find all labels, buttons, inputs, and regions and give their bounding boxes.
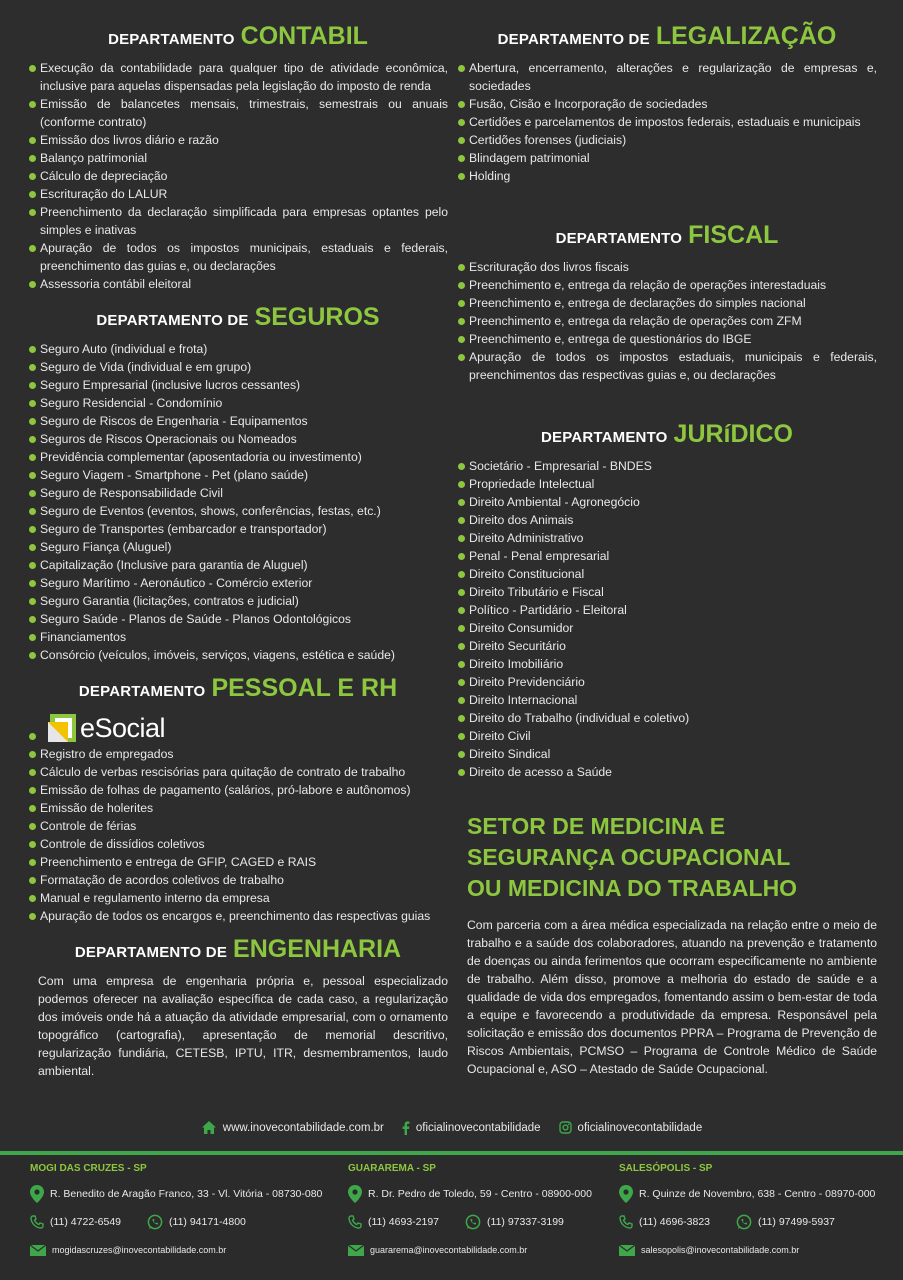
- list-item: Manual e regulamento interno da empresa: [28, 889, 448, 907]
- phone-icon: [619, 1215, 633, 1229]
- whatsapp-icon: [147, 1214, 163, 1230]
- fiscal-list: [457, 258, 877, 384]
- office-address: [30, 1185, 322, 1203]
- list-item: Seguro de Transportes (embarcador e transportador): [28, 520, 448, 538]
- list-item: Apuração de todos os impostos estaduais, municipais e federais, preenchimentos das respectivas guias e, ou declarações: [457, 348, 877, 384]
- juridico-heading-title: JURíDICO: [673, 420, 794, 448]
- medicina-section: [457, 811, 877, 1078]
- whatsapp-icon: [465, 1214, 481, 1230]
- list-item: Seguro Saúde - Planos de Saúde - Planos Odontológicos: [28, 610, 448, 628]
- office-city: GUARAREMA - SP: [348, 1163, 436, 1174]
- website-link[interactable]: [201, 1120, 384, 1135]
- seguros-heading-prefix: DEPARTAMENTO DE: [96, 312, 249, 329]
- list-item: Direito Imobiliário: [457, 655, 877, 673]
- esocial-icon: [46, 712, 78, 744]
- office-phones: [619, 1213, 875, 1231]
- pessoal-section: [28, 676, 448, 925]
- instagram-link[interactable]: [559, 1121, 703, 1134]
- map-pin-icon: [30, 1185, 44, 1203]
- list-item: Preenchimento e, entrega de declarações do simples nacional: [457, 294, 877, 312]
- phone-text: (11) 4693-2197: [368, 1216, 440, 1228]
- esocial-logo-row: [28, 711, 448, 745]
- list-item: Preenchimento e entrega de GFIP, CAGED e RAIS: [28, 853, 448, 871]
- office-salesopolis: [619, 1163, 875, 1269]
- medicina-title: [467, 811, 877, 904]
- address-text: R. Quinze de Novembro, 638 - Centro - 08970-000: [639, 1188, 876, 1200]
- list-item: Direito de acesso a Saúde: [457, 763, 877, 781]
- juridico-heading: [457, 422, 877, 447]
- office-phones: [30, 1213, 322, 1231]
- list-item: Preenchimento da declaração simplificada para empresas optantes pelo simples e inativas: [28, 203, 448, 239]
- pessoal-list: [28, 745, 448, 925]
- office-phones: [348, 1213, 592, 1231]
- fiscal-section: [457, 223, 877, 384]
- contabil-heading: [28, 24, 448, 49]
- list-item: Controle de dissídios coletivos: [28, 835, 448, 853]
- list-item: Seguro de Eventos (eventos, shows, conferências, festas, etc.): [28, 502, 448, 520]
- website-text: www.inovecontabilidade.com.br: [222, 1121, 384, 1134]
- list-item: Preenchimento e, entrega da relação de operações com ZFM: [457, 312, 877, 330]
- list-item: Seguro de Riscos de Engenharia - Equipamentos: [28, 412, 448, 430]
- list-item: Previdência complementar (aposentadoria ou investimento): [28, 448, 448, 466]
- list-item: Seguros de Riscos Operacionais ou Nomeados: [28, 430, 448, 448]
- legalizacao-heading-prefix: DEPARTAMENTO DE: [497, 31, 650, 48]
- list-item: Propriedade Intelectual: [457, 475, 877, 493]
- seguros-heading: [28, 305, 448, 330]
- phone-icon: [30, 1215, 44, 1229]
- list-item: Político - Partidário - Eleitoral: [457, 601, 877, 619]
- list-item: Seguro Empresarial (inclusive lucros cessantes): [28, 376, 448, 394]
- email-icon: [619, 1245, 635, 1256]
- list-item: Direito Constitucional: [457, 565, 877, 583]
- list-item: Apuração de todos os encargos e, preenchimento das respectivas guias: [28, 907, 448, 925]
- whatsapp-text: (11) 97499-5937: [758, 1216, 835, 1228]
- list-item: Cálculo de depreciação: [28, 167, 448, 185]
- list-item: Blindagem patrimonial: [457, 149, 877, 167]
- office-address: [348, 1185, 592, 1203]
- list-item: Escrituração dos livros fiscais: [457, 258, 877, 276]
- list-item: Fusão, Cisão e Incorporação de sociedades: [457, 95, 877, 113]
- list-item: Preenchimento e, entrega de questionários do IBGE: [457, 330, 877, 348]
- list-item: Direito Consumidor: [457, 619, 877, 637]
- office-guararema: [348, 1163, 592, 1269]
- facebook-text: oficialinovecontabilidade: [415, 1121, 541, 1134]
- contabil-heading-title: CONTABIL: [240, 22, 368, 50]
- list-item: Apuração de todos os impostos municipais, estaduais e federais, preenchimento das guias e, ou declarações: [28, 239, 448, 275]
- address-text: R. Benedito de Aragão Franco, 33 - Vl. Vitória - 08730-080: [50, 1188, 323, 1200]
- list-item: Direito Ambiental - Agronegócio: [457, 493, 877, 511]
- email-text: mogidascruzes@inovecontabilidade.com.br: [52, 1245, 227, 1255]
- list-item: Direito dos Animais: [457, 511, 877, 529]
- list-item: Certidões forenses (judiciais): [457, 131, 877, 149]
- fiscal-heading: [457, 223, 877, 248]
- list-item: Seguro de Vida (individual e em grupo): [28, 358, 448, 376]
- map-pin-icon: [348, 1185, 362, 1203]
- office-email: [348, 1241, 592, 1259]
- office-mogi: [30, 1163, 322, 1269]
- juridico-heading-prefix: DEPARTAMENTO: [540, 429, 668, 446]
- juridico-section: [457, 422, 877, 781]
- seguros-list: [28, 340, 448, 664]
- map-pin-icon: [619, 1185, 633, 1203]
- list-item: Financiamentos: [28, 628, 448, 646]
- legalizacao-heading-title: LEGALIZAÇÃO: [655, 22, 837, 50]
- list-item: Seguro de Responsabilidade Civil: [28, 484, 448, 502]
- engenharia-heading-prefix: DEPARTAMENTO DE: [74, 944, 228, 961]
- whatsapp-text: (11) 97337-3199: [487, 1216, 564, 1228]
- esocial-label: eSocial: [80, 712, 166, 743]
- engenharia-heading: [28, 937, 448, 962]
- email-icon: [348, 1245, 364, 1256]
- list-item: Assessoria contábil eleitoral: [28, 275, 448, 293]
- list-item: Direito Sindical: [457, 745, 877, 763]
- office-address: [619, 1185, 875, 1203]
- pessoal-heading-prefix: DEPARTAMENTO: [78, 683, 206, 700]
- facebook-link[interactable]: [402, 1121, 541, 1135]
- whatsapp-text: (11) 94171-4800: [169, 1216, 246, 1228]
- office-email: [30, 1241, 322, 1259]
- list-item: Seguro Viagem - Smartphone - Pet (plano saúde): [28, 466, 448, 484]
- list-item: Seguro Garantia (licitações, contratos e judicial): [28, 592, 448, 610]
- list-item: Direito Previdenciário: [457, 673, 877, 691]
- office-email: [619, 1241, 875, 1259]
- juridico-list: [457, 457, 877, 781]
- list-item: Seguro Residencial - Condomínio: [28, 394, 448, 412]
- list-item: Formatação de acordos coletivos de trabalho: [28, 871, 448, 889]
- facebook-icon: [402, 1121, 410, 1135]
- list-item: Direito Securitário: [457, 637, 877, 655]
- list-item: Controle de férias: [28, 817, 448, 835]
- legalizacao-list: [457, 59, 877, 185]
- list-item: Emissão dos livros diário e razão: [28, 131, 448, 149]
- phone-text: (11) 4696-3823: [639, 1216, 711, 1228]
- fiscal-heading-prefix: DEPARTAMENTO: [555, 230, 683, 247]
- phone-text: (11) 4722-6549: [50, 1216, 122, 1228]
- list-item: Direito Administrativo: [457, 529, 877, 547]
- esocial-logo: [46, 712, 165, 744]
- list-item: Societário - Empresarial - BNDES: [457, 457, 877, 475]
- social-bar: [0, 1120, 903, 1135]
- legalizacao-heading: [457, 24, 877, 49]
- list-item: Direito Tributário e Fiscal: [457, 583, 877, 601]
- engenharia-section: [28, 937, 448, 1080]
- office-city: SALESÓPOLIS - SP: [619, 1163, 713, 1174]
- list-item: Emissão de holerites: [28, 799, 448, 817]
- whatsapp-icon: [736, 1214, 752, 1230]
- list-item: Direito do Trabalho (individual e coletivo): [457, 709, 877, 727]
- list-item: Execução da contabilidade para qualquer tipo de atividade econômica, inclusive para aquelas dispensadas pela legislação do imposto de renda: [28, 59, 448, 95]
- footer: [0, 1155, 903, 1280]
- list-item: Abertura, encerramento, alterações e regularização de empresas e, sociedades: [457, 59, 877, 95]
- list-item: Holding: [457, 167, 877, 185]
- list-item: Preenchimento e, entrega da relação de operações interestaduais: [457, 276, 877, 294]
- email-text: guararema@inovecontabilidade.com.br: [370, 1245, 528, 1255]
- list-item: Penal - Penal empresarial: [457, 547, 877, 565]
- list-item: Capitalização (Inclusive para garantia de Aluguel): [28, 556, 448, 574]
- medicina-text: Com parceria com a área médica especializada na relação entre o meio de trabalho e a saúde dos colaboradores, atuando na prevenção e tratamento de doenças ou ainda ferimentos que ocorram especificamente no ambiente de trabalho. Além disso, promove a melhoria do estado de saúde e a qualidade de vida dos empregados, fomentando assim o bem-estar de toda a equipe e favorecendo a produtividade da empresa. Responsável pela solicitação e emissão dos documentos PPRA – Programa de Prevenção de Riscos Ambientais, PCMSO – Programa de Controle Médico de Saúde Ocupacional e, ASO – Atestado de Saúde Ocupacional.: [467, 918, 877, 1076]
- pessoal-heading: [28, 676, 448, 701]
- medicina-title-line: OU MEDICINA DO TRABALHO: [467, 875, 798, 901]
- medicina-title-line: SETOR DE MEDICINA E: [467, 813, 726, 839]
- contabil-heading-prefix: DEPARTAMENTO: [108, 31, 235, 48]
- engenharia-heading-title: ENGENHARIA: [233, 935, 402, 963]
- medicina-title-line: SEGURANÇA OCUPACIONAL: [467, 844, 791, 870]
- list-item: Cálculo de verbas rescisórias para quitação de contrato de trabalho: [28, 763, 448, 781]
- home-icon: [201, 1120, 217, 1135]
- list-item: Seguro Marítimo - Aeronáutico - Comércio exterior: [28, 574, 448, 592]
- contabil-section: [28, 24, 448, 293]
- contabil-list: [28, 59, 448, 293]
- seguros-heading-title: SEGUROS: [254, 303, 380, 331]
- list-item: Direito Civil: [457, 727, 877, 745]
- list-item: Balanço patrimonial: [28, 149, 448, 167]
- address-text: R. Dr. Pedro de Toledo, 59 - Centro - 08900-000: [368, 1188, 592, 1200]
- phone-icon: [348, 1215, 362, 1229]
- office-city: MOGI DAS CRUZES - SP: [30, 1163, 147, 1174]
- list-item: Escrituração do LALUR: [28, 185, 448, 203]
- legalizacao-section: [457, 24, 877, 185]
- list-item: Certidões e parcelamentos de impostos federais, estaduais e municipais: [457, 113, 877, 131]
- list-item: Emissão de folhas de pagamento (salários, pró-labore e autônomos): [28, 781, 448, 799]
- list-item: Consórcio (veículos, imóveis, serviços, viagens, estética e saúde): [28, 646, 448, 664]
- right-column: [457, 24, 877, 1090]
- instagram-text: oficialinovecontabilidade: [577, 1121, 703, 1134]
- engenharia-text: Com uma empresa de engenharia própria e, pessoal especializado podemos oferecer na avaliação específica de cada caso, a regularização dos imóveis onde há a atuação da atividade empresarial, com o ornamento topográfico (cartografia), apresentação de memorial descritivo, regularização fundiária, CETESB, IPTU, ITR, desmembramentos, laudo ambiental.: [38, 974, 448, 1078]
- left-column: [28, 24, 448, 1092]
- pessoal-heading-title: PESSOAL E RH: [211, 674, 398, 702]
- list-item: Emissão de balancetes mensais, trimestrais, semestrais ou anuais (conforme contrato): [28, 95, 448, 131]
- email-text: salesopolis@inovecontabilidade.com.br: [641, 1245, 800, 1255]
- list-item: Registro de empregados: [28, 745, 448, 763]
- seguros-section: [28, 305, 448, 664]
- list-item: Seguro Fiança (Aluguel): [28, 538, 448, 556]
- instagram-icon: [559, 1121, 572, 1134]
- fiscal-heading-title: FISCAL: [688, 221, 779, 249]
- list-item: Direito Internacional: [457, 691, 877, 709]
- list-item: Seguro Auto (individual e frota): [28, 340, 448, 358]
- email-icon: [30, 1245, 46, 1256]
